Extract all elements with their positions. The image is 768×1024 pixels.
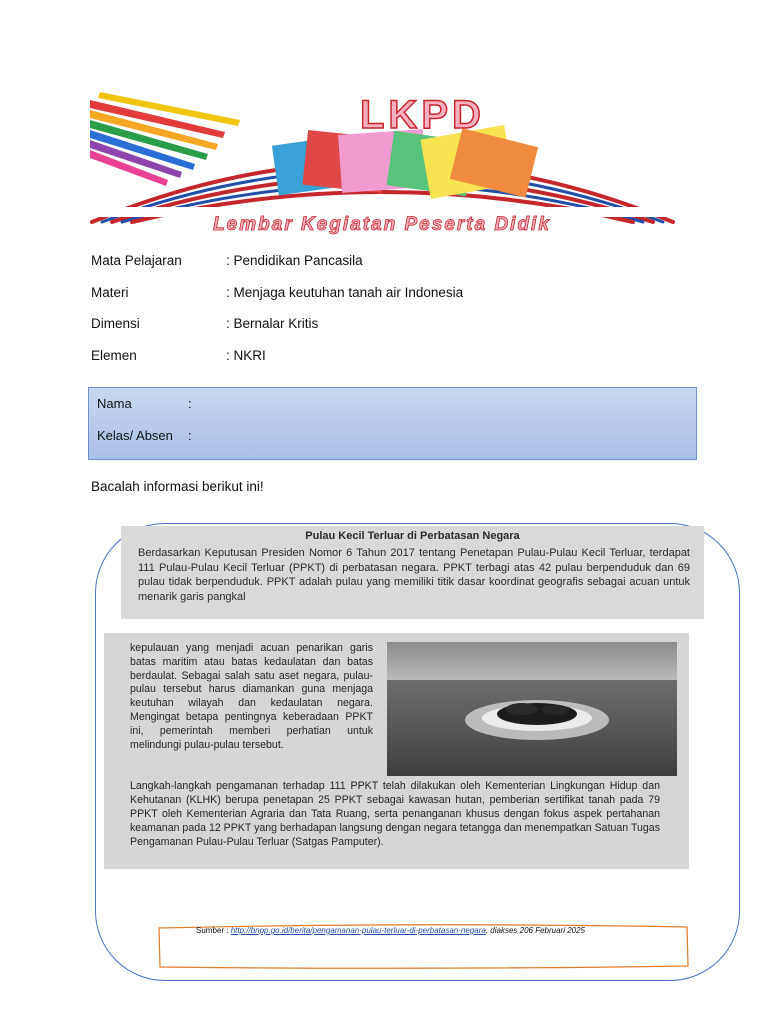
info-value: : NKRI [226,348,266,363]
article-paragraph-3: Langkah-langkah pengamanan terhadap 111 PPKT telah dilakukan oleh Kementerian Lingkungan Hidup dan Kehutanan (KLHK) berupa penetapan 25 PPKT sebagai kawasan hutan, pemberian sertifikat tanah pada 79 PPKT oleh Kementerian Agraria dan Tata Ruang, serta penanganan khusus dengan fokus aspek pertahanan keamanan pada 12 PPKT yang berhadapan langsung dengan negara tetangga dan menempatkan Satuan Tugas Pengamanan Pulau-Pulau Terluar (Satgas Pamputer). [130,780,660,848]
student-identity-box [88,387,697,460]
source-access-date: , diakses 206 Februari 2025 [485,926,585,935]
name-colon: : [188,396,192,411]
info-value: : Menjaga keutuhan tanah air Indonesia [226,285,464,300]
article-scan-bottom [104,633,689,869]
article-scan-top [121,526,704,619]
article-paragraph-2: kepulauan yang menjadi acuan penarikan garis batas maritim atau batas kedaulatan dan batas berdaulat. Sebagai salah satu aset negara, pulau-pulau tersebut harus diamankan guna menjaga keutuhan wilayah dan kedaulatan negara. Mengingat betapa pentingnya keberadaan PPKT ini, pemerintah memberi perhatian untuk melindungi pulau-pulau tersebut. [130,642,373,751]
info-value: : Pendidikan Pancasila [226,253,363,268]
article-title: Pulau Kecil Terluar di Perbatasan Negara [305,530,520,542]
banner-subtitle: Lembar Kegiatan Peserta Didik [213,214,551,235]
pencils-icon [90,92,240,186]
source-link[interactable]: http://bnpp.go.id/berita/pengamanan-pulau-terluar-di-perbatasan-negara [230,926,486,935]
info-label: Dimensi [91,316,140,331]
article-paragraph-1: Berdasarkan Keputusan Presiden Nomor 6 Tahun 2017 tentang Penetapan Pulau-Pulau Kecil Terluar, terdapat 111 Pulau-Pulau Kecil Terluar (PPKT) di perbatasan negara. PPKT terbagi atas 42 pulau berpenduduk dan 69 pulau tidak berpenduduk. PPKT adalah pulau yang memiliki titik dasar koordinat geografis sebagai acuan untuk menarik garis pangkal [138,547,690,603]
name-label: Nama [97,396,132,411]
island-photo [387,642,677,776]
source-citation [196,926,585,935]
info-label: Mata Pelajaran [91,253,182,268]
info-label: Elemen [91,348,137,363]
info-value: : Bernalar Kritis [226,316,319,331]
class-colon: : [188,428,192,443]
info-label: Materi [91,285,129,300]
source-prefix: Sumber : [196,926,231,935]
banner-logo-text: LKPD [360,93,485,137]
reading-instruction: Bacalah informasi berikut ini! [91,479,264,494]
lkpd-banner [90,92,675,235]
class-label: Kelas/ Absen [97,428,173,443]
